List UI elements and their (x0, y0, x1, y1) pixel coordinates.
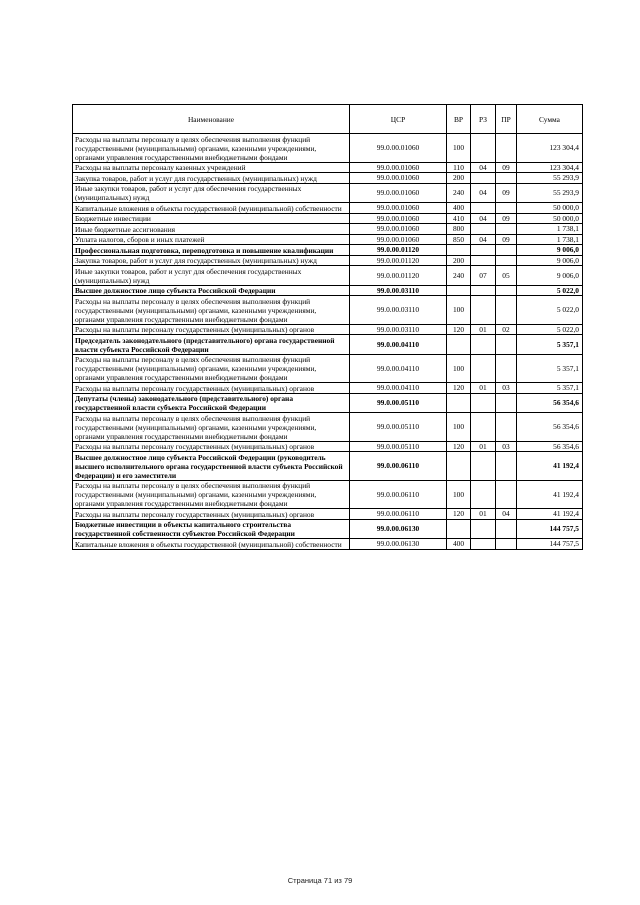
row-csr-cell: 99.0.00.03110 (350, 296, 447, 325)
table-row (73, 183, 583, 203)
table-row (73, 296, 583, 325)
row-vr-cell: 200 (447, 255, 471, 266)
row-name-cell: Бюджетные инвестиции в объекты капитального строительства государственной собственности субъектов Российской Федерации (73, 519, 350, 539)
table-row (73, 245, 583, 256)
row-rz-cell (471, 413, 496, 442)
row-sum-cell: 55 293,9 (517, 183, 583, 203)
row-rz-cell (471, 480, 496, 509)
table-row (73, 173, 583, 184)
table-row (73, 393, 583, 413)
row-vr-cell: 110 (447, 162, 471, 173)
row-pr-cell (496, 173, 517, 184)
row-name-cell: Высшее должностное лицо субъекта Российской Федерации (73, 285, 350, 296)
row-pr-cell (496, 203, 517, 214)
row-pr-cell (496, 245, 517, 256)
row-vr-cell: 400 (447, 203, 471, 214)
row-sum-cell: 9 006,0 (517, 245, 583, 256)
table-row (73, 134, 583, 163)
row-sum-cell: 5 357,1 (517, 354, 583, 383)
row-rz-cell (471, 393, 496, 413)
row-pr-cell: 05 (496, 266, 517, 286)
table-row (73, 509, 583, 520)
table-row (73, 413, 583, 442)
row-name-cell: Расходы на выплаты персоналу в целях обеспечения выполнения функций государственными (муниципальными) органами, казенными учреждениями, органами управления государственными внебюджетными фондами (73, 413, 350, 442)
budget-table-sheet (72, 104, 582, 550)
row-rz-cell (471, 539, 496, 550)
row-vr-cell: 800 (447, 224, 471, 235)
row-rz-cell (471, 285, 496, 296)
row-rz-cell (471, 173, 496, 184)
row-pr-cell: 04 (496, 509, 517, 520)
row-vr-cell: 240 (447, 183, 471, 203)
row-pr-cell (496, 335, 517, 355)
row-name-cell: Закупка товаров, работ и услуг для государственных (муниципальных) нужд (73, 173, 350, 184)
row-vr-cell (447, 285, 471, 296)
row-pr-cell: 09 (496, 234, 517, 245)
table-row (73, 203, 583, 214)
row-csr-cell: 99.0.00.01060 (350, 203, 447, 214)
row-rz-cell: 01 (471, 324, 496, 335)
row-name-cell: Расходы на выплаты персоналу казенных учреждений (73, 162, 350, 173)
row-csr-cell: 99.0.00.01060 (350, 134, 447, 163)
row-csr-cell: 99.0.00.01060 (350, 213, 447, 224)
row-pr-cell: 03 (496, 441, 517, 452)
row-name-cell: Расходы на выплаты персоналу государственных (муниципальных) органов (73, 441, 350, 452)
row-sum-cell: 41 192,4 (517, 509, 583, 520)
row-rz-cell (471, 245, 496, 256)
row-sum-cell: 55 293,9 (517, 173, 583, 184)
row-rz-cell: 04 (471, 162, 496, 173)
header-name: Наименование (73, 105, 350, 134)
table-row (73, 324, 583, 335)
row-csr-cell: 99.0.00.01120 (350, 255, 447, 266)
row-rz-cell (471, 255, 496, 266)
page-number: 71 (323, 876, 333, 885)
row-pr-cell (496, 134, 517, 163)
row-rz-cell: 04 (471, 213, 496, 224)
row-csr-cell: 99.0.00.05110 (350, 441, 447, 452)
page-of-label: из (334, 876, 342, 885)
row-csr-cell: 99.0.00.05110 (350, 393, 447, 413)
row-pr-cell (496, 480, 517, 509)
row-pr-cell (496, 285, 517, 296)
row-vr-cell: 240 (447, 266, 471, 286)
row-rz-cell (471, 134, 496, 163)
row-vr-cell: 410 (447, 213, 471, 224)
row-vr-cell: 400 (447, 539, 471, 550)
row-name-cell: Председатель законодательного (представительного) органа государственной власти субъекта Российской Федерации (73, 335, 350, 355)
row-rz-cell: 04 (471, 234, 496, 245)
table-row (73, 335, 583, 355)
row-pr-cell: 02 (496, 324, 517, 335)
row-vr-cell: 100 (447, 413, 471, 442)
table-row (73, 519, 583, 539)
row-csr-cell: 99.0.00.01060 (350, 183, 447, 203)
row-csr-cell: 99.0.00.04110 (350, 383, 447, 394)
row-sum-cell: 56 354,6 (517, 441, 583, 452)
row-rz-cell (471, 519, 496, 539)
row-csr-cell: 99.0.00.06130 (350, 519, 447, 539)
row-name-cell: Расходы на выплаты персоналу в целях обеспечения выполнения функций государственными (муниципальными) органами, казенными учреждениями, органами управления государственными внебюджетными фондами (73, 354, 350, 383)
row-name-cell: Расходы на выплаты персоналу в целях обеспечения выполнения функций государственными (муниципальными) органами, казенными учреждениями, органами управления государственными внебюджетными фондами (73, 134, 350, 163)
row-sum-cell: 56 354,6 (517, 413, 583, 442)
row-vr-cell (447, 519, 471, 539)
row-csr-cell: 99.0.00.06110 (350, 509, 447, 520)
row-vr-cell: 100 (447, 134, 471, 163)
row-vr-cell (447, 452, 471, 481)
row-rz-cell: 01 (471, 509, 496, 520)
row-sum-cell: 9 006,0 (517, 266, 583, 286)
row-rz-cell (471, 452, 496, 481)
row-pr-cell (496, 354, 517, 383)
row-sum-cell: 144 757,5 (517, 539, 583, 550)
header-rz: РЗ (471, 105, 496, 134)
row-name-cell: Расходы на выплаты персоналу в целях обеспечения выполнения функций государственными (муниципальными) органами, казенными учреждениями, органами управления государственными внебюджетными фондами (73, 296, 350, 325)
row-name-cell: Расходы на выплаты персоналу государственных (муниципальных) органов (73, 324, 350, 335)
row-pr-cell: 09 (496, 213, 517, 224)
row-csr-cell: 99.0.00.03110 (350, 324, 447, 335)
table-row (73, 452, 583, 481)
row-pr-cell (496, 255, 517, 266)
row-vr-cell: 100 (447, 296, 471, 325)
row-vr-cell: 850 (447, 234, 471, 245)
row-rz-cell: 04 (471, 183, 496, 203)
row-csr-cell: 99.0.00.06110 (350, 452, 447, 481)
row-name-cell: Иные бюджетные ассигнования (73, 224, 350, 235)
row-vr-cell: 100 (447, 480, 471, 509)
row-csr-cell: 99.0.00.04110 (350, 354, 447, 383)
row-name-cell: Профессиональная подготовка, переподготовка и повышение квалификации (73, 245, 350, 256)
row-vr-cell: 120 (447, 509, 471, 520)
row-sum-cell: 5 357,1 (517, 335, 583, 355)
row-vr-cell (447, 393, 471, 413)
row-name-cell: Высшее должностное лицо субъекта Российской Федерации (руководитель высшего исполнительного органа государственной власти субъекта Российской Федерации) и его заместители (73, 452, 350, 481)
row-pr-cell: 03 (496, 383, 517, 394)
table-row (73, 354, 583, 383)
header-csr: ЦСР (350, 105, 447, 134)
row-csr-cell: 99.0.00.01120 (350, 266, 447, 286)
table-row (73, 480, 583, 509)
row-csr-cell: 99.0.00.05110 (350, 413, 447, 442)
row-csr-cell: 99.0.00.01060 (350, 162, 447, 173)
table-row (73, 383, 583, 394)
table-row (73, 162, 583, 173)
table-body (73, 134, 583, 550)
row-rz-cell (471, 203, 496, 214)
row-csr-cell: 99.0.00.01060 (350, 234, 447, 245)
row-pr-cell: 09 (496, 162, 517, 173)
row-vr-cell: 120 (447, 383, 471, 394)
table-row (73, 539, 583, 550)
row-name-cell: Расходы на выплаты персоналу государственных (муниципальных) органов (73, 509, 350, 520)
table-row (73, 266, 583, 286)
row-name-cell: Закупка товаров, работ и услуг для государственных (муниципальных) нужд (73, 255, 350, 266)
table-row (73, 441, 583, 452)
row-sum-cell: 144 757,5 (517, 519, 583, 539)
row-rz-cell: 01 (471, 383, 496, 394)
row-vr-cell: 120 (447, 441, 471, 452)
row-name-cell: Иные закупки товаров, работ и услуг для обеспечения государственных (муниципальных) нужд (73, 266, 350, 286)
row-vr-cell: 120 (447, 324, 471, 335)
row-pr-cell (496, 452, 517, 481)
row-pr-cell (496, 539, 517, 550)
row-name-cell: Бюджетные инвестиции (73, 213, 350, 224)
header-sum: Сумма (517, 105, 583, 134)
header-pr: ПР (496, 105, 517, 134)
row-csr-cell: 99.0.00.06110 (350, 480, 447, 509)
row-sum-cell: 5 022,0 (517, 296, 583, 325)
page-label: Страница (287, 876, 322, 885)
row-pr-cell: 09 (496, 183, 517, 203)
table-row (73, 224, 583, 235)
row-name-cell: Депутаты (члены) законодательного (представительного) органа государственной власти субъекта Российской Федерации (73, 393, 350, 413)
table-row (73, 285, 583, 296)
row-rz-cell (471, 354, 496, 383)
row-rz-cell: 01 (471, 441, 496, 452)
page-footer (0, 876, 640, 885)
row-vr-cell: 100 (447, 354, 471, 383)
row-name-cell: Уплата налогов, сборов и иных платежей (73, 234, 350, 245)
budget-table (72, 104, 583, 550)
row-sum-cell: 123 304,4 (517, 162, 583, 173)
row-csr-cell: 99.0.00.01120 (350, 245, 447, 256)
row-rz-cell (471, 335, 496, 355)
row-rz-cell (471, 296, 496, 325)
row-pr-cell (496, 296, 517, 325)
row-csr-cell: 99.0.00.01060 (350, 173, 447, 184)
row-pr-cell (496, 413, 517, 442)
row-csr-cell: 99.0.00.03110 (350, 285, 447, 296)
row-sum-cell: 1 738,1 (517, 234, 583, 245)
row-csr-cell: 99.0.00.01060 (350, 224, 447, 235)
row-name-cell: Иные закупки товаров, работ и услуг для обеспечения государственных (муниципальных) нужд (73, 183, 350, 203)
row-sum-cell: 5 357,1 (517, 383, 583, 394)
row-sum-cell: 50 000,0 (517, 213, 583, 224)
row-pr-cell (496, 224, 517, 235)
row-csr-cell: 99.0.00.04110 (350, 335, 447, 355)
row-vr-cell: 200 (447, 173, 471, 184)
row-name-cell: Капитальные вложения в объекты государственной (муниципальной) собственности (73, 539, 350, 550)
row-sum-cell: 5 022,0 (517, 285, 583, 296)
row-sum-cell: 41 192,4 (517, 452, 583, 481)
row-sum-cell: 1 738,1 (517, 224, 583, 235)
row-sum-cell: 9 006,0 (517, 255, 583, 266)
row-vr-cell (447, 245, 471, 256)
row-name-cell: Расходы на выплаты персоналу государственных (муниципальных) органов (73, 383, 350, 394)
row-name-cell: Капитальные вложения в объекты государственной (муниципальной) собственности (73, 203, 350, 214)
row-rz-cell: 07 (471, 266, 496, 286)
row-vr-cell (447, 335, 471, 355)
row-pr-cell (496, 519, 517, 539)
row-sum-cell: 41 192,4 (517, 480, 583, 509)
table-row (73, 234, 583, 245)
row-sum-cell: 56 354,6 (517, 393, 583, 413)
row-sum-cell: 123 304,4 (517, 134, 583, 163)
table-row (73, 255, 583, 266)
row-rz-cell (471, 224, 496, 235)
table-row (73, 213, 583, 224)
row-pr-cell (496, 393, 517, 413)
header-vr: ВР (447, 105, 471, 134)
page-total: 79 (343, 876, 353, 885)
row-csr-cell: 99.0.00.06130 (350, 539, 447, 550)
row-sum-cell: 5 022,0 (517, 324, 583, 335)
row-name-cell: Расходы на выплаты персоналу в целях обеспечения выполнения функций государственными (муниципальными) органами, казенными учреждениями, органами управления государственными внебюджетными фондами (73, 480, 350, 509)
row-sum-cell: 50 000,0 (517, 203, 583, 214)
table-header-row (73, 105, 583, 134)
